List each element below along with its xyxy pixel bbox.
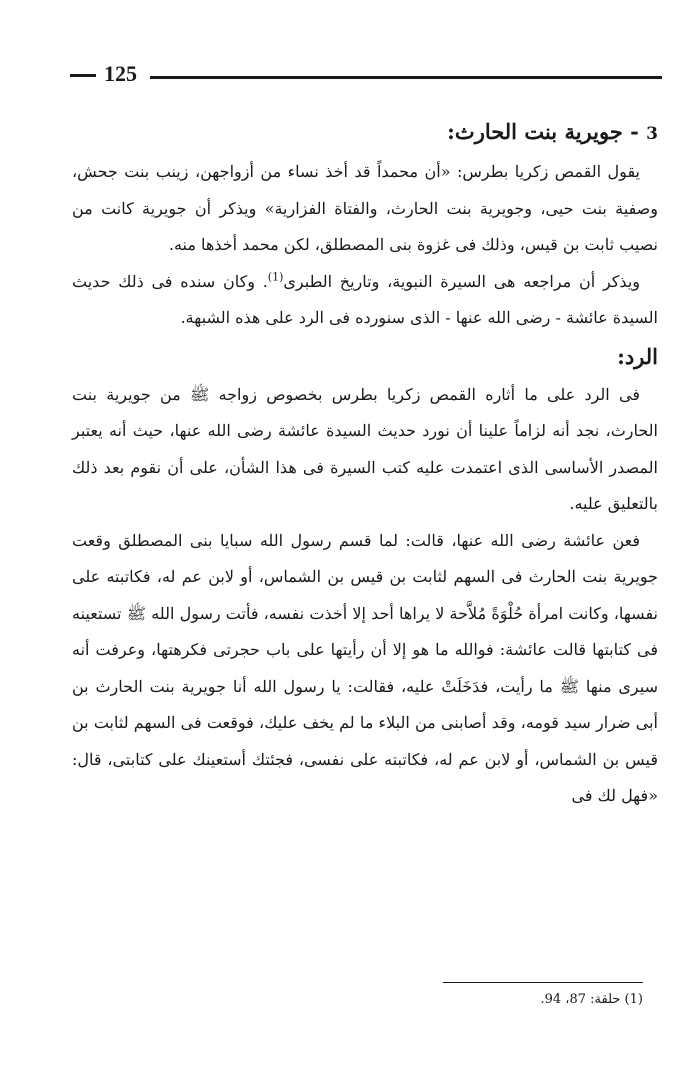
paragraph-reply-intro: فى الرد على ما أثاره القمص زكريا بطرس بخصوص زواجه ﷺ من جويرية بنت الحارث، نجد أنه لزاماً علينا أن نورد حديث السيدة عائشة رضى الله عنها، حيث أنه يعتبر المصدر الأساسى الذى اعتمدت عليه كتب السيرة فى هذا الشأن، على أن نقوم بعد ذلك بالتعليق عليه. (72, 384, 659, 513)
page-number: 125 (104, 61, 137, 86)
paragraph-claim: يقول القمص زكريا بطرس: «أن محمداً قد أخذ نساء من أزواجهن، زينب بنت جحش، وصفية بنت حيى، وجويرية بنت الحارث، والفتاة الفزارية» ويذكر أن جويرية كانت من نصيب ثابت بن قيس، وذلك فى غزوة بنى المصطلق، لكن محمد أخذها منه. (72, 162, 658, 254)
paragraph-sources-part1: ويذكر أن مراجعه هى السيرة النبوية، وتاريخ الطبرى (283, 271, 640, 291)
reply-heading: الرد: (617, 343, 658, 369)
section-number: 3 (646, 124, 658, 144)
header-long-rule (150, 76, 662, 79)
section-title: - جويرية بنت الحارث: (447, 119, 639, 144)
paragraph-sources-part2: . وكان سنده فى ذلك حديث السيدة عائشة - رضى الله عنها - الذى سنورده فى الرد على هذه الشبهة. (72, 271, 658, 327)
paragraph-hadith: فعن عائشة رضى الله عنها، قالت: لما قسم رسول الله سبايا بنى المصطلق وقعت جويرية بنت الحارث فى السهم لثابت بن قيس بن الشماس، أو لابن عم له، فكاتبته على نفسها، وكانت امرأة حُلْوَةً مُلاَّحة لا يراها أحد إلا أخذت نفسه، فأتت رسول الله ﷺ تستعينه فى كتابتها قالت عائشة: فوالله ما هو إلا أن رأيتها على باب حجرتى فكرهتها، وعرفت أنه سيرى منها ﷺ ما رأيت، فدَخَلَتْ عليه، فقالت: يا رسول الله أنا جويرية بنت الحارث بن أبى ضرار سيد قومه، وقد أصابنى من البلاء ما لم يخف عليك، فوقعت فى السهم لثابت بن قيس بن الشماس، أو لابن عم له، فكاتبته على نفسى، فجئتك أستعينك على كتابتى، قال: «فهل لك فى (72, 530, 658, 805)
header-short-rule (70, 74, 96, 77)
paragraph-sources (72, 264, 658, 337)
footnote: (1) حلقة: 87، 94. (540, 992, 643, 1007)
page-body (72, 112, 658, 815)
page-header (70, 60, 662, 90)
footnote-divider (443, 982, 643, 983)
section-heading (72, 112, 658, 154)
footnote-reference: (1) (267, 270, 284, 284)
